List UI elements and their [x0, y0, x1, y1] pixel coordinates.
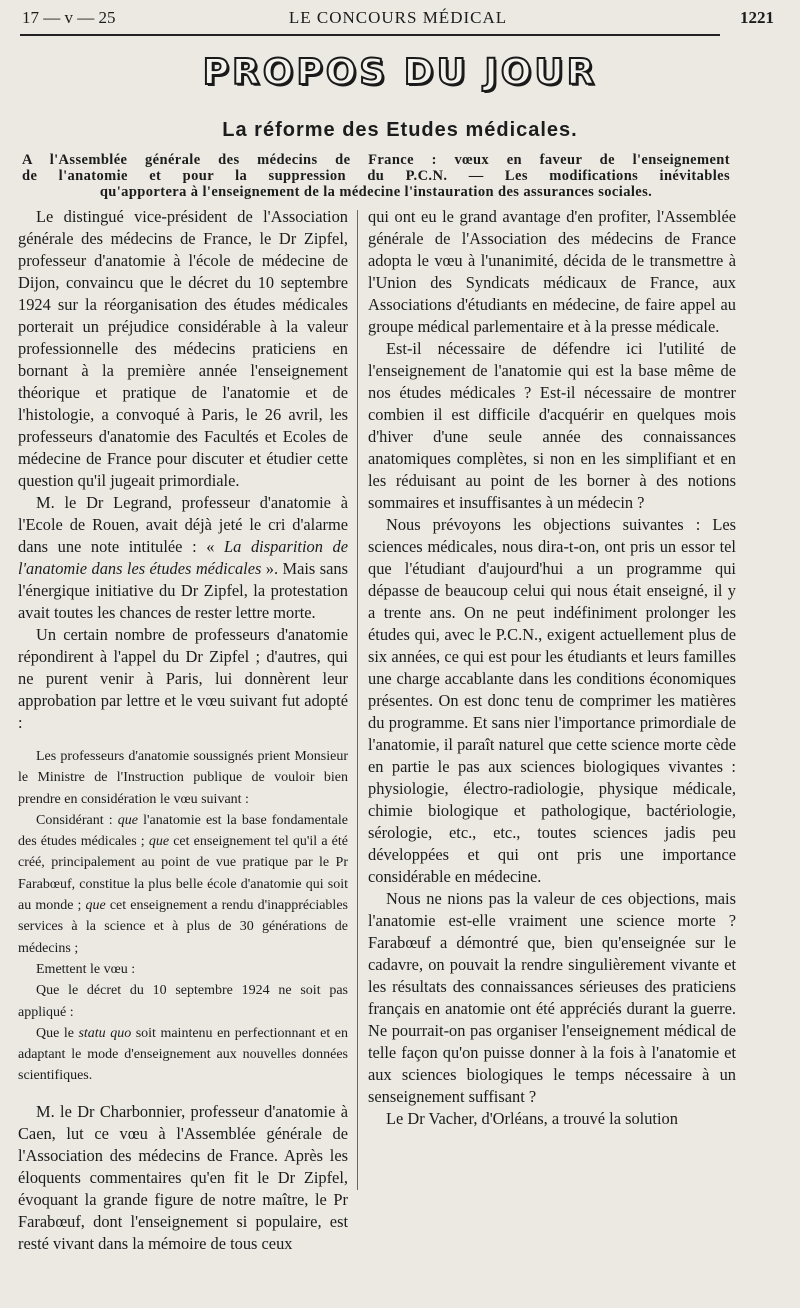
- paragraph: Nous prévoyons les objections suivantes : Les sciences médicales, nous dira-t-on, ont pris un essor tel que l'étudiant d'aujourd'hui a un programme qui dépasse de beaucoup celui qui nous était enseigné, il y a trente ans. On ne peut indéfiniment prolonger les études qui, avec le P.C.N., exigent actuellement plus de six années, ce qui est pour les étudiants et leurs familles une charge accablante dans les conditions économiques présentes. On est donc tenu de comprimer les matières du programme. Et sans nier l'importance primordiale de l'anatomie, il paraît naturel que cette science morte cède en partie le pas aux sciences biologiques vivantes : physiologie, électro-radiologie, physique médicale, chimie biologique et pathologique, bactériologie, sérologie, etc., etc., toutes sciences jadis peu développées et qui ont pris une importance considérable en médecine.: [368, 515, 736, 886]
- paragraph: Un certain nombre de professeurs d'anatomie répondirent à l'appel du Dr Zipfel ; d'autres, qui ne purent venir à Paris, lui donnèrent leur approbation par lettre et le vœu suivant fut adopté :: [18, 625, 348, 732]
- column-divider: [357, 210, 358, 1190]
- paragraph: Est-il nécessaire de défendre ici l'utilité de l'enseignement de l'anatomie qui est la base même de nos études médicales ? Est-il nécessaire de montrer combien il est difficile d'acquérir en quelques mois d'hiver d'une seule année des connaissances anatomiques complètes, si non en les simplifiant et en les réduisant au point de les borner à des notions sommaires et insuffisantes à un médecin ?: [368, 339, 736, 512]
- subtitle-line: A l'Assemblée générale des médecins de France : vœux en faveur de l'enseignement: [22, 152, 730, 168]
- subtitle-line: de l'anatomie et pour la suppression du P.C.N. — Les modifications inévitables: [22, 168, 730, 184]
- paragraph: M. le Dr Charbonnier, professeur d'anatomie à Caen, lut ce vœu à l'Assemblée générale de l'Association des médecins de France. Après les éloquents commentaires qu'en fit le Dr Zipfel, évoquant la grande figure de notre maître, le Pr Farabœuf, dont l'enseignement si populaire, est resté vivant dans la mémoire de tous ceux: [18, 1101, 348, 1253]
- left-column: [18, 206, 348, 1255]
- article-subtitle: [22, 152, 730, 200]
- paragraph: M. le Dr Legrand, professeur d'anatomie à l'Ecole de Rouen, avait déjà jeté le cri d'alarme dans une note intitulée : « La disparition de l'anatomie dans les études médicales ». Mais sans l'énergique initiative du Dr Zipfel, la protestation avait toutes les chances de rester lettre morte.: [18, 493, 348, 622]
- italic-title: La disparition de l'anatomie dans les études médicales: [18, 537, 348, 578]
- quote-paragraph: Emettent le vœu :: [36, 961, 136, 977]
- article-title: La réforme des Etudes médicales.: [222, 119, 578, 141]
- quote-paragraph: Considérant : que l'anatomie est la base fondamentale des études médicales ; que cet enseignement tel qu'il a été créé, principalement au point de vue pratique par le Pr Farabœuf, constitue la plus belle école d'anatomie qui soit au monde ; que cet enseignement a rendu d'inappréciables services à la science et à plus de 30 générations de médecins ;: [18, 812, 348, 956]
- resolution-quote: [18, 746, 348, 1087]
- section-rubric: PROPOS DU JOUR: [202, 52, 598, 93]
- running-head: [22, 4, 774, 32]
- quote-paragraph: Les professeurs d'anatomie soussignés prient Monsieur le Ministre de l'Instruction publique de vouloir bien prendre en considération le vœu suivant :: [18, 749, 348, 807]
- subtitle-line: qu'apportera à l'enseignement de la médecine l'instauration des assurances sociales.: [99, 184, 653, 200]
- quote-paragraph: Que le décret du 10 septembre 1924 ne soit pas appliqué :: [18, 983, 348, 1020]
- paragraph: Le Dr Vacher, d'Orléans, a trouvé la solution: [386, 1109, 678, 1128]
- journal-name: LE CONCOURS MÉDICAL: [288, 8, 508, 27]
- quote-paragraph: Que le statu quo soit maintenu en perfectionnant et en adaptant le mode d'enseignement aux nouvelles données scientifiques.: [18, 1025, 348, 1084]
- paragraph: qui ont eu le grand avantage d'en profiter, l'Assemblée générale de l'Association des médecins de France adopta le vœu à l'unanimité, décida de le transmettre à l'Union des Syndicats médicaux de France, aux Associations d'étudiants en médecine, de faire appel au groupe médical parlementaire et à la presse médicale.: [368, 207, 736, 336]
- paragraph: Le distingué vice-président de l'Association générale des médecins de France, le Dr Zipfel, professeur d'anatomie à l'école de médecine de Dijon, convaincu que le décret du 10 septembre 1924 sur la réorganisation des études médicales porterait un préjudice considérable à la valeur professionnelle des médecins praticiens en bornant à la première année l'enseignement théorique et pratique de l'anatomie et de l'histologie, a convoqué à Paris, le 26 avril, les professeurs d'anatomie des Facultés et Ecoles de médecine de France pour discuter et étudier cette question qu'il jugeait primordiale.: [18, 207, 348, 490]
- right-column: [368, 206, 736, 1130]
- paragraph: Nous ne nions pas la valeur de ces objections, mais l'anatomie est-elle vraiment une science morte ? Farabœuf a démontré que, bien qu'enseignée sur le cadavre, on pouvait la rendre singulièrement vivante et les résultats des connaissances sérieuses des praticiens français en anatomie ont été appréciés durant la guerre. Ne pourrait-on pas organiser l'enseignement médical de telle façon qu'on puisse donner à la fois à l'anatomie et aux sciences biologiques le temps nécessaire à un senseignement suffisant ?: [368, 889, 736, 1106]
- issue-date: 17 — v — 25: [22, 8, 116, 27]
- page-number: 1221: [740, 8, 774, 27]
- header-rule: [20, 34, 720, 36]
